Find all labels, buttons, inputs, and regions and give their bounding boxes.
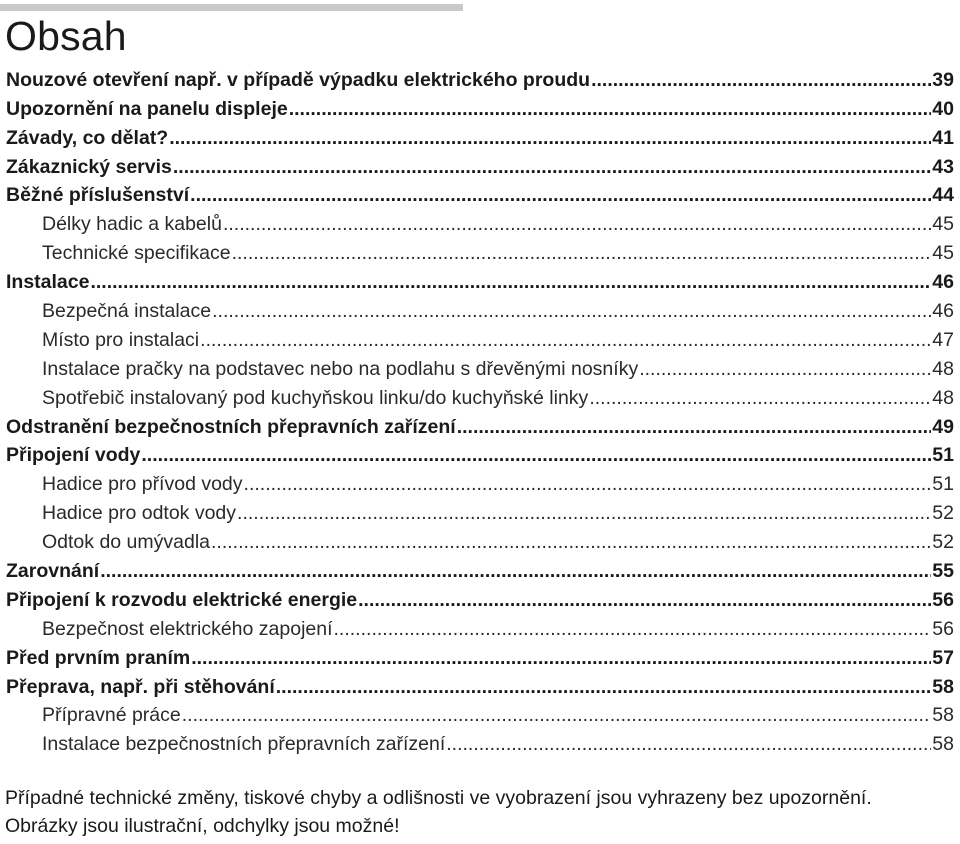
toc-page-number: 51 (932, 473, 954, 496)
toc-entry-label: Připojení vody (6, 444, 141, 467)
toc-dot-leader (358, 588, 931, 612)
toc-dot-leader (212, 299, 931, 323)
toc-entry-label: Odtok do umývadla (42, 531, 211, 554)
toc-section-entry[interactable] (0, 294, 960, 323)
toc-entry-label: Technické specifikace (42, 242, 231, 265)
toc-page-number: 43 (932, 155, 954, 178)
toc-chapter-entry[interactable] (0, 641, 960, 670)
toc-section-entry[interactable] (0, 207, 960, 236)
toc-section-entry[interactable] (0, 236, 960, 265)
toc-chapter-entry[interactable] (0, 150, 960, 179)
toc-entry-label: Instalace (6, 271, 90, 294)
toc-dot-leader (190, 183, 931, 207)
toc-section-entry[interactable] (0, 381, 960, 410)
toc-page-number: 39 (932, 68, 954, 91)
toc-page-number: 55 (932, 560, 954, 583)
toc-page-number: 56 (932, 617, 954, 640)
toc-page-number: 56 (932, 588, 954, 611)
toc-dot-leader (191, 646, 931, 670)
toc-chapter-entry[interactable] (0, 554, 960, 583)
toc-dot-leader (334, 617, 932, 641)
toc-dot-leader (589, 386, 931, 410)
toc-dot-leader (173, 155, 931, 179)
toc-entry-label: Upozornění na panelu displeje (6, 97, 288, 120)
toc-entry-label: Instalace pračky na podstavec nebo na podlahu s dřevěnými nosníky (42, 357, 639, 380)
toc-page-number: 58 (932, 675, 954, 698)
toc-section-entry[interactable] (0, 525, 960, 554)
toc-section-entry[interactable] (0, 323, 960, 352)
toc-chapter-entry[interactable] (0, 265, 960, 294)
toc-entry-label: Přípravné práce (42, 704, 181, 727)
toc-dot-leader (289, 97, 932, 121)
toc-entry-label: Běžné příslušenství (6, 184, 190, 207)
toc-page-number: 52 (932, 531, 954, 554)
toc-dot-leader (90, 270, 931, 294)
toc-dot-leader (244, 472, 932, 496)
toc-entry-label: Připojení k rozvodu elektrické energie (6, 588, 358, 611)
toc-dot-leader (276, 675, 932, 699)
toc-page-number: 48 (932, 386, 954, 409)
toc-chapter-entry[interactable] (0, 92, 960, 121)
toc-page-number: 45 (932, 242, 954, 265)
toc-chapter-entry[interactable] (0, 121, 960, 150)
toc-page-number: 57 (932, 646, 954, 669)
toc-section-entry[interactable] (0, 699, 960, 728)
toc-page-number: 52 (932, 502, 954, 525)
toc-dot-leader (446, 732, 931, 756)
disclaimer-note: Případné technické změny, tiskové chyby a odlišnosti ve vyobrazení jsou vyhrazeny bez upozornění. Obrázky jsou ilustrační, odchylky jsou možné! (5, 787, 872, 837)
toc-chapter-entry[interactable] (0, 439, 960, 468)
toc-entry-label: Bezpečnost elektrického zapojení (42, 617, 333, 640)
page-title: Obsah (5, 13, 127, 59)
toc-section-entry[interactable] (0, 352, 960, 381)
toc-dot-leader (141, 443, 931, 467)
toc-section-entry[interactable] (0, 496, 960, 525)
toc-dot-leader (200, 328, 931, 352)
toc-chapter-entry[interactable] (0, 583, 960, 612)
toc-page-number: 44 (932, 184, 954, 207)
header-rule (0, 4, 463, 11)
toc-entry-label: Závady, co dělat? (6, 126, 169, 149)
toc-dot-leader (100, 559, 931, 583)
toc-page-number: 51 (932, 444, 954, 467)
toc-dot-leader (232, 241, 932, 265)
table-of-contents (0, 63, 960, 756)
toc-dot-leader (211, 530, 931, 554)
toc-dot-leader (591, 68, 931, 92)
toc-page-number: 48 (932, 357, 954, 380)
toc-section-entry[interactable] (0, 467, 960, 496)
toc-page-number: 40 (932, 97, 954, 120)
toc-entry-label: Místo pro instalaci (42, 328, 200, 351)
toc-chapter-entry[interactable] (0, 179, 960, 208)
toc-entry-label: Bezpečná instalace (42, 300, 212, 323)
toc-chapter-entry[interactable] (0, 670, 960, 699)
toc-dot-leader (182, 703, 932, 727)
toc-page-number: 58 (932, 733, 954, 756)
toc-section-entry[interactable] (0, 612, 960, 641)
toc-page-number: 58 (932, 704, 954, 727)
toc-page-number: 45 (932, 213, 954, 236)
toc-entry-label: Před prvním praním (6, 646, 191, 669)
toc-page-number: 49 (932, 415, 954, 438)
toc-entry-label: Hadice pro přívod vody (42, 473, 243, 496)
toc-entry-label: Přeprava, např. při stěhování (6, 675, 275, 698)
toc-entry-label: Hadice pro odtok vody (42, 502, 237, 525)
toc-entry-label: Zarovnání (6, 560, 100, 583)
toc-dot-leader (639, 357, 931, 381)
toc-chapter-entry[interactable] (0, 410, 960, 439)
toc-entry-label: Délky hadic a kabelů (42, 213, 222, 236)
toc-dot-leader (237, 501, 931, 525)
toc-page-number: 46 (932, 300, 954, 323)
toc-entry-label: Zákaznický servis (6, 155, 172, 178)
toc-entry-label: Spotřebič instalovaný pod kuchyňskou linku/do kuchyňské linky (42, 386, 589, 409)
toc-page-number: 47 (932, 328, 954, 351)
toc-entry-label: Nouzové otevření např. v případě výpadku elektrického proudu (6, 68, 591, 91)
toc-page-number: 46 (932, 271, 954, 294)
toc-entry-label: Odstranění bezpečnostních přepravních zařízení (6, 415, 456, 438)
toc-page-number: 41 (932, 126, 954, 149)
toc-dot-leader (223, 212, 931, 236)
toc-section-entry[interactable] (0, 727, 960, 756)
toc-dot-leader (457, 415, 932, 439)
toc-entry-label: Instalace bezpečnostních přepravních zařízení (42, 733, 446, 756)
toc-dot-leader (169, 126, 931, 150)
toc-chapter-entry[interactable] (0, 63, 960, 92)
